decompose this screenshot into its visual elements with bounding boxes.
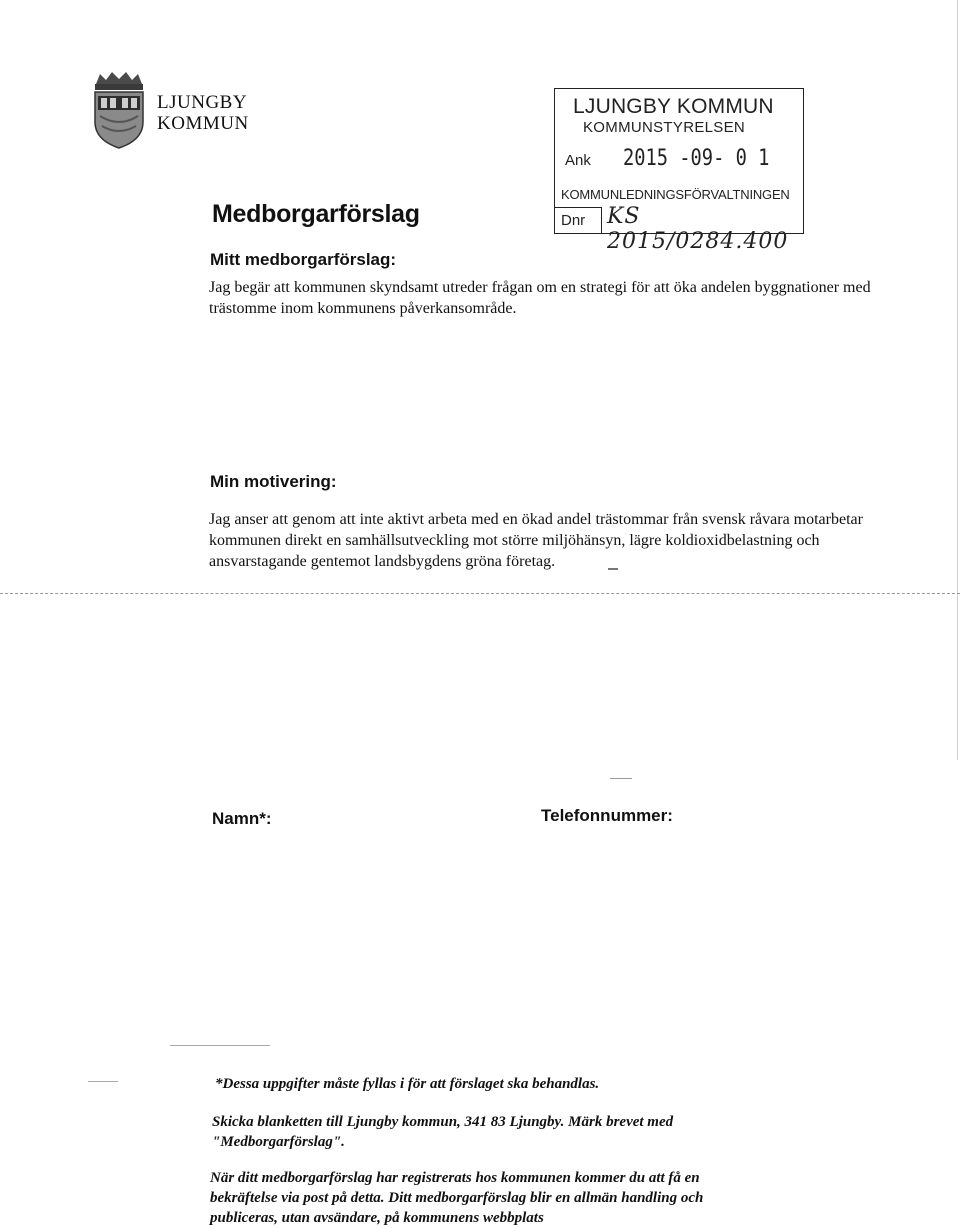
required-fields-note: *Dessa uppgifter måste fyllas i för att förslaget ska behandlas.: [215, 1076, 600, 1092]
motivation-heading: Min motivering:: [210, 472, 337, 491]
stamp-dnr-label: Dnr: [561, 212, 586, 229]
stamp-subtitle: KOMMUNSTYRELSEN: [583, 119, 746, 136]
mailing-instructions: Skicka blanketten till Ljungby kommun, 341 83 Ljungby. Märk brevet med "Medborgarförslag".: [212, 1114, 674, 1150]
municipality-name-line2: KOMMUN: [157, 113, 249, 134]
scan-noise-mark: [608, 568, 618, 570]
stamp-dnr-handwritten: KS 2015/0284.400: [607, 204, 789, 254]
scan-edge: [957, 0, 958, 760]
stamp-department: KOMMUNLEDNINGSFÖRVALTNINGEN: [561, 187, 790, 202]
scan-noise-mark: [88, 1081, 118, 1082]
phone-field-label: Telefonnummer:: [541, 806, 673, 825]
motivation-text: Jag anser att genom att inte aktivt arbeta med en ökad andel trästommar från svensk råvara motarbetar kommunen direkt en samhällsutveckling mot större miljöhänsyn, lägre koldioxidbelastning och ansvarstagande gentemot landsbygdens gröna företag.: [209, 511, 863, 570]
municipality-name-line1: LJUNGBY: [157, 92, 248, 113]
stamp-received-date: 2015 -09- 0 1: [623, 146, 770, 171]
scan-noise-mark: [610, 778, 632, 779]
received-stamp: [554, 88, 804, 254]
proposal-heading: Mitt medborgarförslag:: [210, 250, 397, 269]
section-divider: [0, 593, 960, 594]
proposal-text: Jag begär att kommunen skyndsamt utreder frågan om en strategi för att öka andelen byggnationer med trästomme inom kommunens påverkansområde.: [209, 279, 871, 317]
municipality-crest-icon: [90, 70, 148, 150]
scan-noise-mark: [170, 1045, 270, 1046]
stamp-title: LJUNGBY KOMMUN: [573, 95, 774, 118]
stamp-ank-label: Ank: [565, 152, 591, 169]
page-title: Medborgarförslag: [212, 200, 420, 228]
name-field-label: Namn*:: [212, 809, 272, 828]
municipality-name: [157, 92, 249, 134]
confirmation-note: När ditt medborgarförslag har registrerats hos kommunen kommer du att få en bekräftelse via post på detta. Ditt medborgarförslag blir en allmän handling och publiceras, utan avsändare, på kommunens webbplats: [210, 1170, 704, 1226]
